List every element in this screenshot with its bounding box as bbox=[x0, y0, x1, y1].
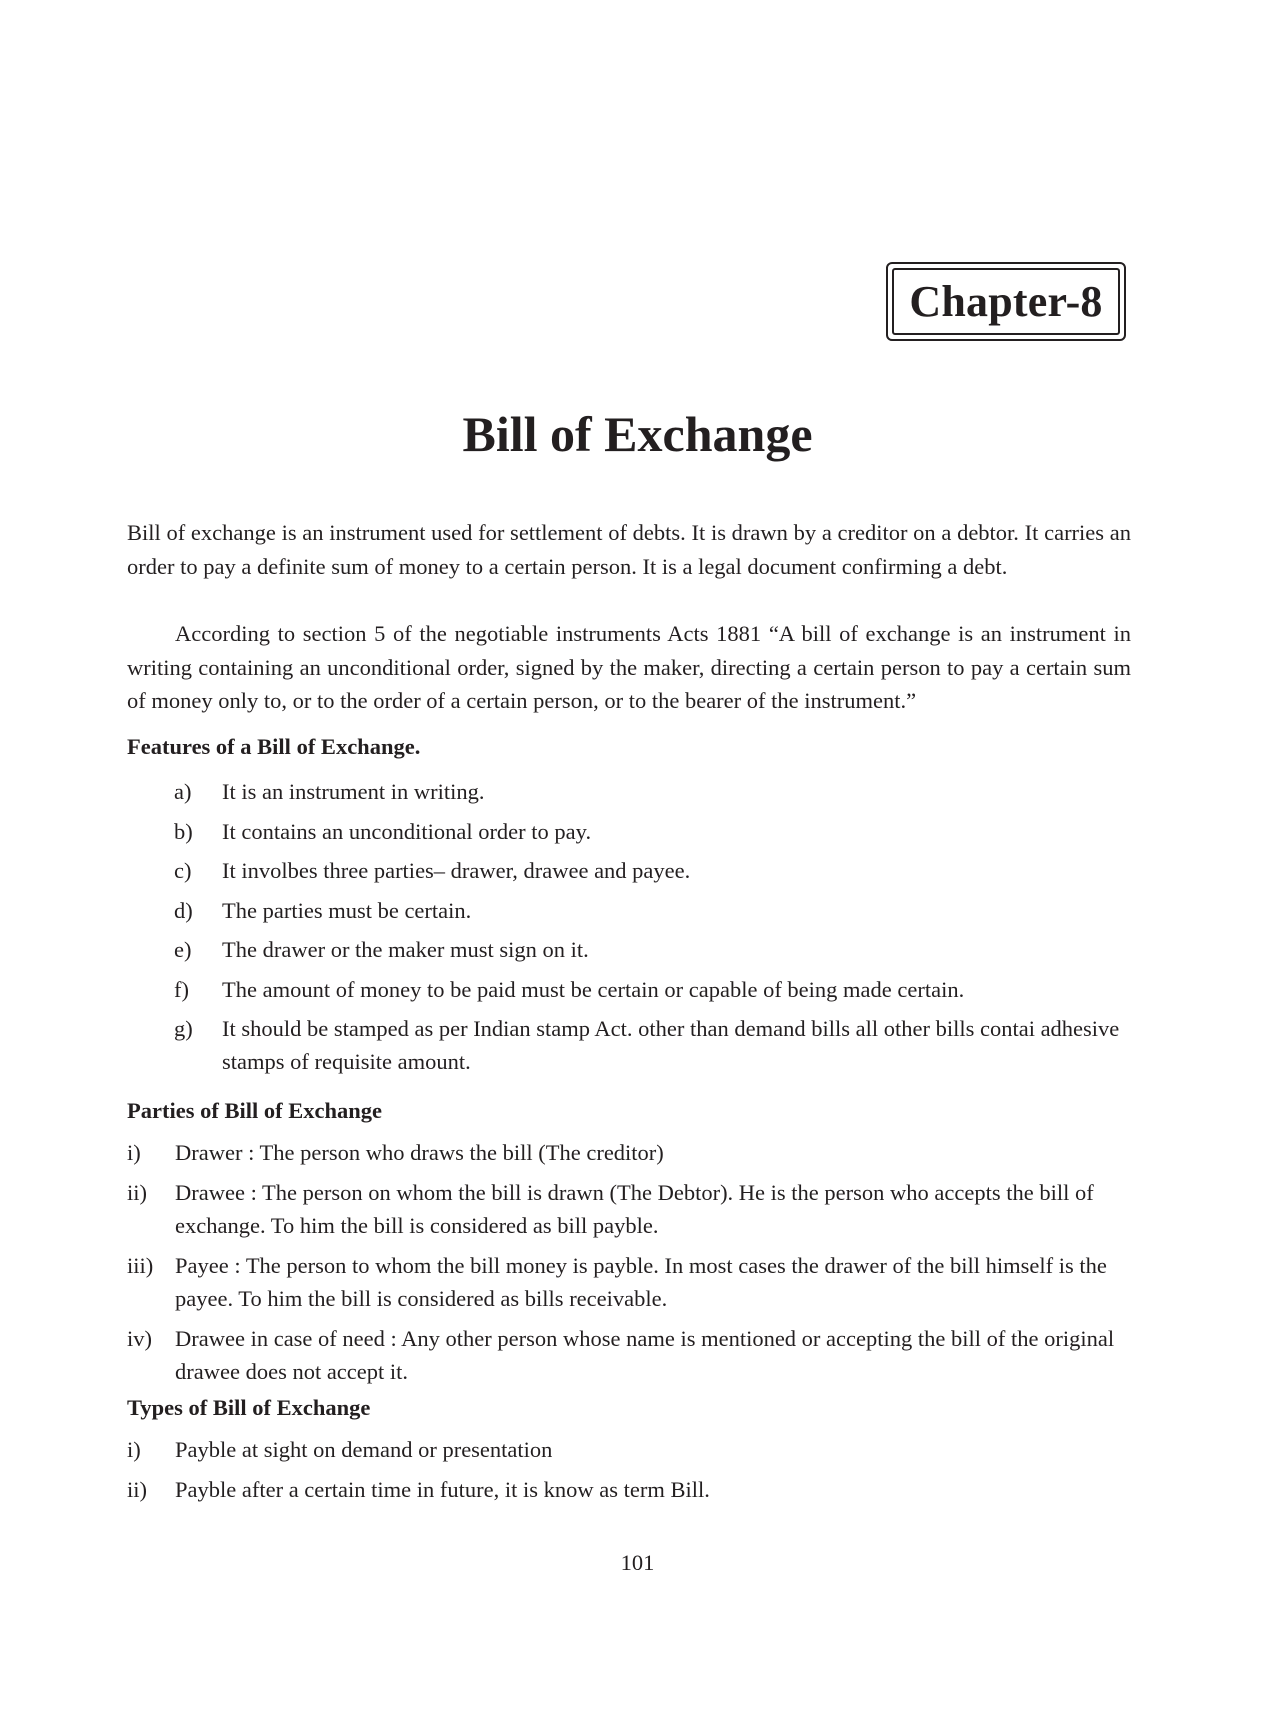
list-item-text: It contains an unconditional order to pay. bbox=[222, 818, 592, 844]
list-item-text: Payble after a certain time in future, it is know as term Bill. bbox=[175, 1477, 710, 1502]
list-marker: c) bbox=[174, 858, 192, 883]
list-marker: d) bbox=[174, 897, 193, 923]
list-item bbox=[174, 854, 1132, 887]
definition-paragraph: According to section 5 of the negotiable instruments Acts 1881 “A bill of exchange is an instrument in writing containing an unconditional order, signed by the maker, directing a certain person to pay a certain sum of money only to, or to the order of a certain person, or to the bearer of the instrument.” bbox=[127, 621, 1131, 713]
list-item-text: It is an instrument in writing. bbox=[222, 779, 485, 804]
chapter-label-box bbox=[886, 262, 1126, 341]
list-marker: b) bbox=[174, 818, 193, 844]
types-list bbox=[127, 1433, 1132, 1513]
chapter-label: Chapter-8 bbox=[892, 268, 1120, 335]
features-list bbox=[174, 775, 1132, 1085]
list-item bbox=[174, 815, 1132, 848]
list-item-text: The drawer or the maker must sign on it. bbox=[222, 937, 589, 962]
features-heading: Features of a Bill of Exchange. bbox=[127, 734, 421, 759]
list-item bbox=[174, 973, 1132, 1006]
list-marker: iii) bbox=[127, 1253, 154, 1278]
list-marker: ii) bbox=[127, 1180, 147, 1205]
list-item bbox=[174, 775, 1132, 808]
parties-list bbox=[127, 1136, 1132, 1395]
list-item bbox=[174, 894, 1132, 927]
list-item bbox=[127, 1136, 1132, 1169]
list-item bbox=[127, 1322, 1132, 1388]
list-marker: f) bbox=[174, 976, 189, 1002]
list-item bbox=[127, 1176, 1132, 1242]
page-title: Bill of Exchange bbox=[462, 406, 813, 462]
list-item bbox=[174, 933, 1132, 966]
list-item bbox=[174, 1012, 1132, 1078]
list-item-text: The amount of money to be paid must be certain or capable of being made certain. bbox=[222, 976, 965, 1002]
intro-paragraph: Bill of exchange is an instrument used for settlement of debts. It is drawn by a creditor on a debtor. It carries an order to pay a definite sum of money to a certain person. It is a legal document confirming a debt. bbox=[127, 520, 1131, 579]
list-item-text: Payble at sight on demand or presentation bbox=[175, 1437, 553, 1462]
list-marker: g) bbox=[174, 1016, 193, 1041]
list-item-text: Drawee : The person on whom the bill is drawn (The Debtor). He is the person who accepts the bill of exchange. To him the bill is considered as bill payble. bbox=[175, 1180, 1094, 1238]
types-heading: Types of Bill of Exchange bbox=[127, 1395, 371, 1420]
list-marker: ii) bbox=[127, 1477, 147, 1502]
list-marker: i) bbox=[127, 1140, 141, 1165]
list-item bbox=[127, 1433, 1132, 1466]
list-marker: e) bbox=[174, 937, 192, 962]
list-item-text: Drawee in case of need : Any other person whose name is mentioned or accepting the bill of the original drawee does not accept it. bbox=[175, 1326, 1115, 1384]
list-item-text: It involbes three parties– drawer, drawee and payee. bbox=[222, 858, 691, 883]
list-marker: i) bbox=[127, 1437, 141, 1462]
list-marker: iv) bbox=[127, 1326, 152, 1351]
list-item bbox=[127, 1473, 1132, 1506]
list-item-text: Drawer : The person who draws the bill (The creditor) bbox=[175, 1140, 664, 1165]
page-number: 101 bbox=[620, 1550, 655, 1575]
parties-heading: Parties of Bill of Exchange bbox=[127, 1098, 382, 1123]
list-marker: a) bbox=[174, 779, 192, 804]
list-item-text: It should be stamped as per Indian stamp Act. other than demand bills all other bills contai adhesive stamps of requisite amount. bbox=[222, 1016, 1120, 1074]
list-item bbox=[127, 1249, 1132, 1315]
list-item-text: Payee : The person to whom the bill money is payble. In most cases the drawer of the bill himself is the payee. To him the bill is considered as bills receivable. bbox=[175, 1253, 1107, 1311]
list-item-text: The parties must be certain. bbox=[222, 897, 472, 923]
